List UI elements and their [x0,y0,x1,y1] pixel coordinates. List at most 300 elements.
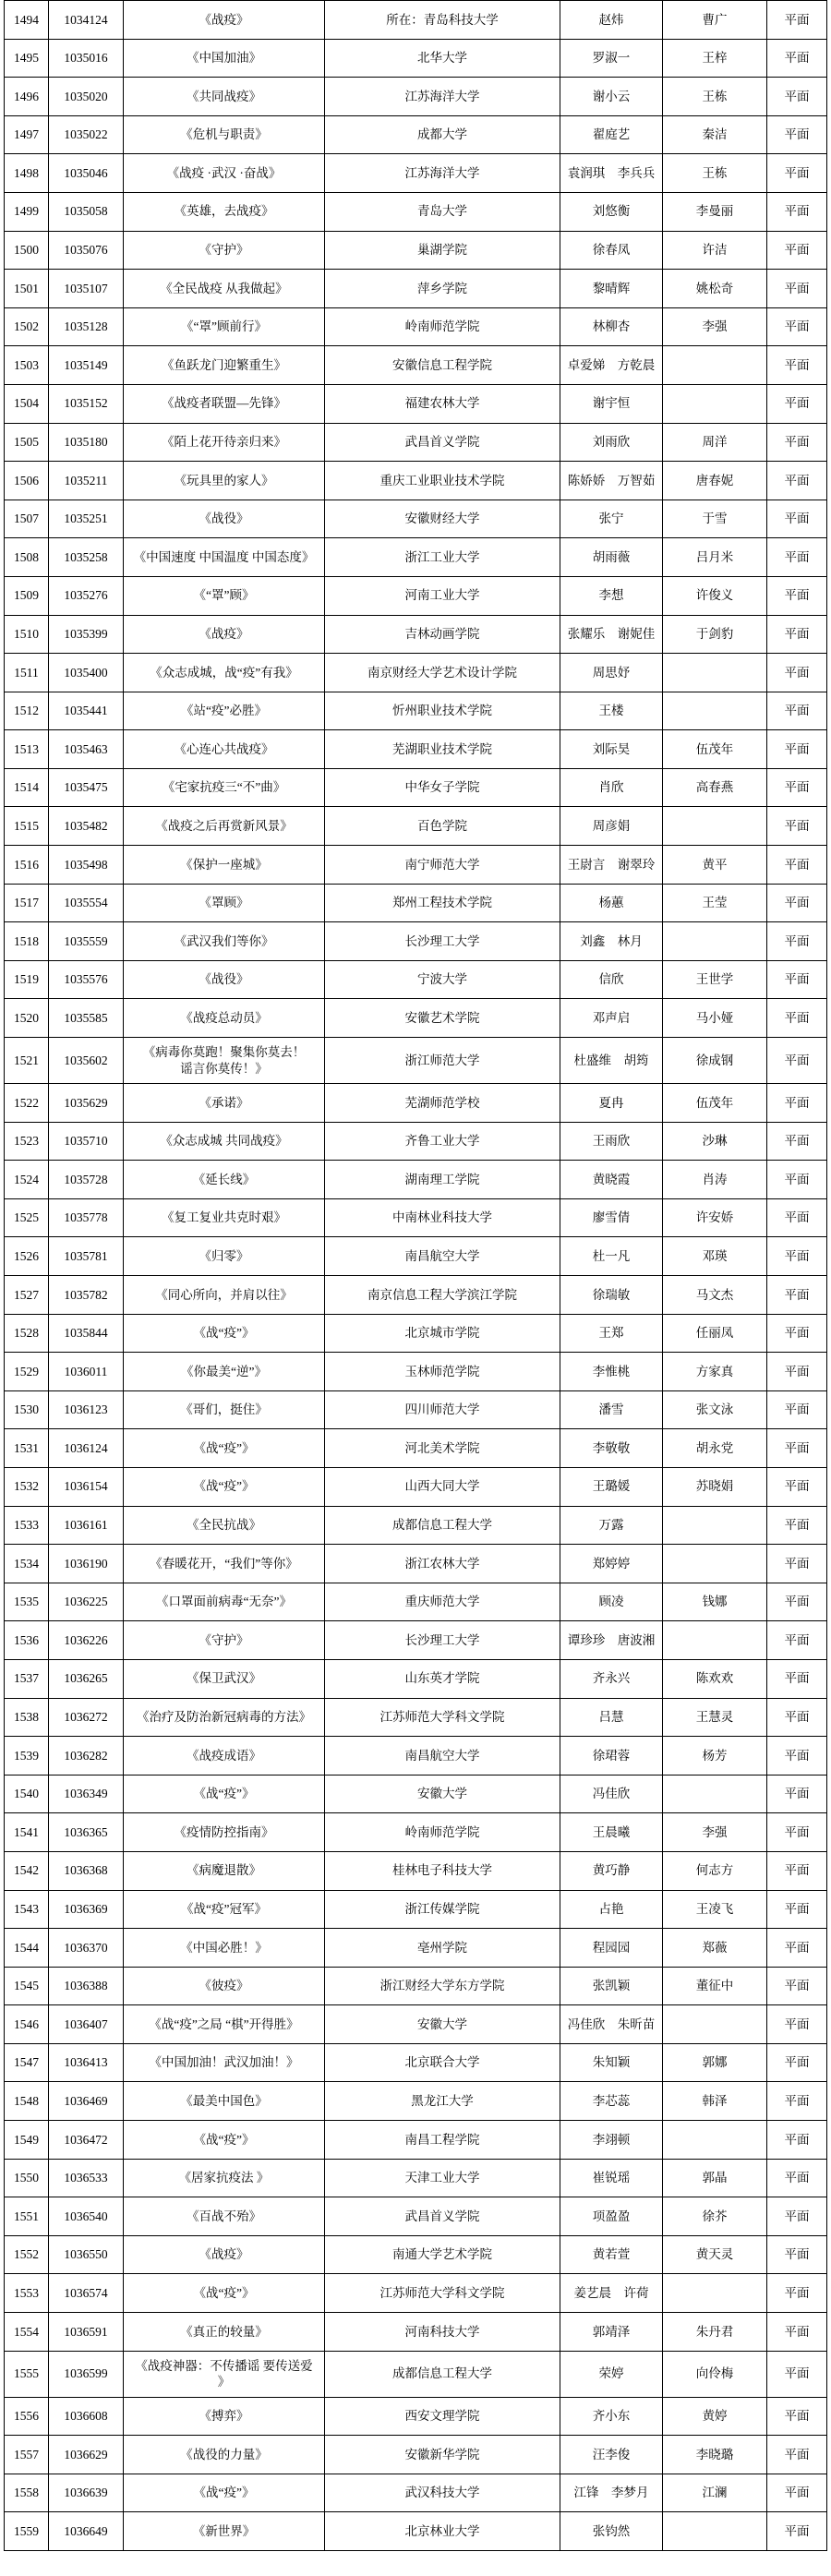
advisor-cell [663,654,767,692]
work-title-cell: 《战“疫”》 [124,1429,325,1467]
table-row [4,2044,827,2083]
table-row [4,1161,827,1199]
advisor-cell: 肖涛 [663,1161,767,1198]
work-code-cell: 1036011 [49,1353,124,1390]
advisor-cell: 李强 [663,308,767,346]
table-row [4,308,827,347]
table-row [4,1468,827,1507]
work-code-cell: 1036608 [49,2398,124,2436]
advisor-cell: 张文泳 [663,1391,767,1429]
school-cell: 北京城市学院 [325,1315,560,1353]
category-cell: 平面 [767,116,827,154]
school-cell: 中南林业科技大学 [325,1199,560,1237]
work-title-cell: 《众志成城 共同战疫》 [124,1123,325,1161]
category-cell: 平面 [767,1468,827,1506]
row-number-cell: 1508 [4,538,49,576]
work-code-cell: 1035022 [49,116,124,154]
advisor-cell: 于剑豹 [663,616,767,654]
table-row [4,1276,827,1315]
school-cell: 江苏师范大学科文学院 [325,2274,560,2312]
category-cell: 平面 [767,1353,827,1390]
work-code-cell: 1035107 [49,270,124,307]
category-cell: 平面 [767,1813,827,1851]
work-code-cell: 1036272 [49,1699,124,1737]
row-number-cell: 1506 [4,462,49,500]
category-cell: 平面 [767,2274,827,2312]
school-cell: 江苏海洋大学 [325,154,560,192]
category-cell: 平面 [767,538,827,576]
school-cell: 忻州职业技术学院 [325,692,560,730]
advisor-cell [663,346,767,384]
table-row [4,270,827,308]
school-cell: 河南科技大学 [325,2313,560,2351]
author-cell: 李芯蕊 [560,2082,663,2120]
category-cell: 平面 [767,1699,827,1737]
school-cell: 成都信息工程大学 [325,1507,560,1545]
author-cell: 程园园 [560,1929,663,1967]
school-cell: 中华女子学院 [325,769,560,807]
row-number-cell: 1556 [4,2398,49,2436]
work-code-cell: 1035576 [49,961,124,999]
author-cell: 夏冉 [560,1084,663,1122]
table-row [4,1813,827,1852]
school-cell: 安徽大学 [325,2005,560,2043]
category-cell: 平面 [767,2044,827,2082]
table-row [4,385,827,424]
school-cell: 宁波大学 [325,961,560,999]
school-cell: 武昌首义学院 [325,424,560,462]
school-cell: 浙江工业大学 [325,538,560,576]
row-number-cell: 1529 [4,1353,49,1390]
category-cell: 平面 [767,2236,827,2274]
row-number-cell: 1539 [4,1737,49,1775]
author-cell: 肖欣 [560,769,663,807]
category-cell: 平面 [767,1852,827,1890]
advisor-cell [663,2274,767,2312]
row-number-cell: 1500 [4,232,49,270]
row-number-cell: 1504 [4,385,49,423]
work-code-cell: 1035728 [49,1161,124,1198]
table-row [4,1699,827,1738]
work-title-cell: 《战役》 [124,500,325,538]
advisor-cell: 韩泽 [663,2082,767,2120]
work-code-cell: 1036599 [49,2352,124,2397]
advisor-cell: 曹广 [663,1,767,39]
category-cell: 平面 [767,154,827,192]
row-number-cell: 1512 [4,692,49,730]
school-cell: 长沙理工大学 [325,922,560,960]
author-cell: 崔锐瑶 [560,2160,663,2197]
work-code-cell: 1035020 [49,78,124,115]
work-code-cell: 1035149 [49,346,124,384]
work-code-cell: 1036469 [49,2082,124,2120]
table-row [4,2236,827,2275]
row-number-cell: 1510 [4,616,49,654]
author-cell: 刘际昊 [560,730,663,768]
school-cell: 浙江农林大学 [325,1545,560,1583]
work-code-cell: 1036365 [49,1813,124,1851]
advisor-cell: 许俊义 [663,577,767,615]
table-row [4,1123,827,1162]
work-title-cell: 《病魔退散》 [124,1852,325,1890]
row-number-cell: 1547 [4,2044,49,2082]
table-row [4,424,827,463]
work-title-cell: 《战“疫”冠军》 [124,1891,325,1929]
table-row [4,1429,827,1468]
school-cell: 亳州学院 [325,1929,560,1967]
advisor-cell: 方家真 [663,1353,767,1390]
category-cell: 平面 [767,2197,827,2235]
table-row [4,1545,827,1583]
table-row [4,692,827,731]
category-cell: 平面 [767,2436,827,2474]
table-row [4,1507,827,1546]
author-cell: 张钧然 [560,2512,663,2550]
school-cell: 黑龙江大学 [325,2082,560,2120]
work-code-cell: 1036225 [49,1583,124,1621]
work-title-cell: 《归零》 [124,1237,325,1275]
work-code-cell: 1035778 [49,1199,124,1237]
school-cell: 湖南理工学院 [325,1161,560,1198]
row-number-cell: 1507 [4,500,49,538]
row-number-cell: 1532 [4,1468,49,1506]
category-cell: 平面 [767,40,827,78]
category-cell: 平面 [767,1237,827,1275]
category-cell: 平面 [767,1545,827,1583]
school-cell: 福建农林大学 [325,385,560,423]
author-cell: 刘雨欣 [560,424,663,462]
advisor-cell: 王慧灵 [663,1699,767,1737]
school-cell: 江苏师范大学科文学院 [325,1699,560,1737]
work-title-cell: 《共同战疫》 [124,78,325,115]
work-title-cell: 《战“疫”》 [124,1315,325,1353]
work-title-cell: 《战疫》 [124,616,325,654]
category-cell: 平面 [767,78,827,115]
author-cell: 黄晓霞 [560,1161,663,1198]
advisor-cell: 徐成钢 [663,1038,767,1083]
school-cell: 安徽财经大学 [325,500,560,538]
row-number-cell: 1528 [4,1315,49,1353]
work-title-cell: 《守护》 [124,232,325,270]
work-title-cell: 《鱼跃龙门迎繁重生》 [124,346,325,384]
table-row [4,1968,827,2006]
advisor-cell [663,1545,767,1583]
category-cell: 平面 [767,2082,827,2120]
school-cell: 成都信息工程大学 [325,2352,560,2397]
author-cell: 信欣 [560,961,663,999]
author-cell: 汪李俊 [560,2436,663,2474]
author-cell: 杜盛维 胡筠 [560,1038,663,1083]
work-title-cell: 《战役》 [124,961,325,999]
work-title-cell: 《玩具里的家人》 [124,462,325,500]
table-row [4,1583,827,1622]
advisor-cell: 唐春妮 [663,462,767,500]
row-number-cell: 1552 [4,2236,49,2274]
school-cell: 南宁师范大学 [325,846,560,884]
table-row [4,654,827,692]
author-cell: 徐瑞敏 [560,1276,663,1314]
work-code-cell: 1035629 [49,1084,124,1122]
work-title-cell: 《疫情防控指南》 [124,1813,325,1851]
work-code-cell: 1035180 [49,424,124,462]
author-cell: 罗淑一 [560,40,663,78]
row-number-cell: 1497 [4,116,49,154]
author-cell: 姜艺晨 许荷 [560,2274,663,2312]
author-cell: 周彦娟 [560,807,663,845]
category-cell: 平面 [767,1929,827,1967]
row-number-cell: 1498 [4,154,49,192]
work-title-cell: 《搏弈》 [124,2398,325,2436]
work-title-cell: 《战“疫”》 [124,2274,325,2312]
work-title-cell: 《彼疫》 [124,1968,325,2005]
work-code-cell: 1036388 [49,1968,124,2005]
row-number-cell: 1502 [4,308,49,346]
category-cell: 平面 [767,2005,827,2043]
advisor-cell: 陈欢欢 [663,1660,767,1698]
work-code-cell: 1035475 [49,769,124,807]
author-cell: 张凯颖 [560,1968,663,2005]
work-code-cell: 1036407 [49,2005,124,2043]
category-cell: 平面 [767,654,827,692]
school-cell: 安徽大学 [325,1776,560,1813]
work-title-cell: 《心连心共战疫》 [124,730,325,768]
school-cell: 岭南师范学院 [325,308,560,346]
row-number-cell: 1535 [4,1583,49,1621]
school-cell: 安徽新华学院 [325,2436,560,2474]
school-cell: 山西大同大学 [325,1468,560,1506]
row-number-cell: 1557 [4,2436,49,2474]
school-cell: 江苏海洋大学 [325,78,560,115]
advisor-cell: 马小娅 [663,999,767,1037]
advisor-cell: 何志方 [663,1852,767,1890]
school-cell: 芜湖师范学校 [325,1084,560,1122]
school-cell: 浙江传媒学院 [325,1891,560,1929]
advisor-cell: 李强 [663,1813,767,1851]
table-row [4,922,827,961]
table-row [4,538,827,577]
advisor-cell: 邓瑛 [663,1237,767,1275]
row-number-cell: 1509 [4,577,49,615]
row-number-cell: 1551 [4,2197,49,2235]
row-number-cell: 1546 [4,2005,49,2043]
row-number-cell: 1534 [4,1545,49,1583]
advisor-cell: 许安娇 [663,1199,767,1237]
author-cell: 王晨曦 [560,1813,663,1851]
work-title-cell: 《战疫神器：不传播谣 要传送爱 》 [124,2352,325,2397]
work-title-cell: 《众志成城，战“疫”有我》 [124,654,325,692]
category-cell: 平面 [767,1891,827,1929]
author-cell: 胡雨薇 [560,538,663,576]
work-code-cell: 1034124 [49,1,124,39]
work-title-cell: 《英雄，去战疫》 [124,193,325,231]
work-code-cell: 1035399 [49,616,124,654]
school-cell: 武昌首义学院 [325,2197,560,2235]
author-cell: 李翊顿 [560,2121,663,2159]
advisor-cell: 胡永党 [663,1429,767,1467]
advisor-cell: 杨芳 [663,1737,767,1775]
school-cell: 南通大学艺术学院 [325,2236,560,2274]
category-cell: 平面 [767,885,827,922]
school-cell: 浙江师范大学 [325,1038,560,1083]
author-cell: 刘鑫 林月 [560,922,663,960]
author-cell: 齐小东 [560,2398,663,2436]
table-row [4,2274,827,2313]
work-title-cell: 《站“疫”必胜》 [124,692,325,730]
category-cell: 平面 [767,1429,827,1467]
row-number-cell: 1545 [4,1968,49,2005]
table-row [4,40,827,78]
advisor-cell: 王世学 [663,961,767,999]
table-row [4,1199,827,1238]
work-code-cell: 1036472 [49,2121,124,2159]
row-number-cell: 1558 [4,2474,49,2512]
work-title-cell: 《战疫》 [124,2236,325,2274]
work-title-cell: 《同心所向，并肩以往》 [124,1276,325,1314]
row-number-cell: 1515 [4,807,49,845]
work-title-cell: 《战“疫”》 [124,1468,325,1506]
school-cell: 河南工业大学 [325,577,560,615]
school-cell: 重庆师范大学 [325,1583,560,1621]
table-row [4,1929,827,1968]
work-title-cell: 《中国必胜！》 [124,1929,325,1967]
row-number-cell: 1526 [4,1237,49,1275]
row-number-cell: 1513 [4,730,49,768]
work-title-cell: 《真正的较量》 [124,2313,325,2351]
author-cell: 张宁 [560,500,663,538]
school-cell: 安徽信息工程学院 [325,346,560,384]
category-cell: 平面 [767,846,827,884]
work-code-cell: 1035128 [49,308,124,346]
row-number-cell: 1496 [4,78,49,115]
school-cell: 玉林师范学院 [325,1353,560,1390]
work-title-cell: 《全民抗战》 [124,1507,325,1545]
category-cell: 平面 [767,1583,827,1621]
work-code-cell: 1035441 [49,692,124,730]
work-code-cell: 1035211 [49,462,124,500]
category-cell: 平面 [767,1,827,39]
advisor-cell: 朱丹君 [663,2313,767,2351]
author-cell: 谭珍珍 唐波湘 [560,1621,663,1659]
category-cell: 平面 [767,1199,827,1237]
table-row [4,1776,827,1814]
work-title-cell: 《中国加油》 [124,40,325,78]
work-title-cell: 《战疫者联盟—先锋》 [124,385,325,423]
school-cell: 吉林动画学院 [325,616,560,654]
work-code-cell: 1036190 [49,1545,124,1583]
school-cell: 西安文理学院 [325,2398,560,2436]
work-title-cell: 《战“疫”》 [124,2121,325,2159]
school-cell: 桂林电子科技大学 [325,1852,560,1890]
row-number-cell: 1522 [4,1084,49,1122]
author-cell: 徐珺蓉 [560,1737,663,1775]
category-cell: 平面 [767,769,827,807]
work-title-cell: 《治疗及防治新冠病毒的方法》 [124,1699,325,1737]
category-cell: 平面 [767,2398,827,2436]
work-code-cell: 1036649 [49,2512,124,2550]
author-cell: 王璐媛 [560,1468,663,1506]
award-list-table-body [4,1,827,2551]
table-row [4,346,827,385]
advisor-cell: 伍茂年 [663,1084,767,1122]
advisor-cell: 王栋 [663,78,767,115]
category-cell: 平面 [767,2512,827,2550]
row-number-cell: 1519 [4,961,49,999]
advisor-cell: 郑薇 [663,1929,767,1967]
author-cell: 翟庭艺 [560,116,663,154]
advisor-cell: 姚松奇 [663,270,767,307]
row-number-cell: 1544 [4,1929,49,1967]
work-title-cell: 《战“疫”之局 “棋”开得胜》 [124,2005,325,2043]
table-row [4,232,827,271]
category-cell: 平面 [767,616,827,654]
work-title-cell: 《春暖花开，“我们”等你》 [124,1545,325,1583]
advisor-cell: 王梓 [663,40,767,78]
advisor-cell [663,807,767,845]
advisor-cell: 黄婷 [663,2398,767,2436]
table-row [4,769,827,808]
advisor-cell: 吕月米 [663,538,767,576]
school-cell: 浙江财经大学东方学院 [325,1968,560,2005]
advisor-cell [663,1776,767,1813]
category-cell: 平面 [767,1391,827,1429]
table-row [4,616,827,655]
category-cell: 平面 [767,1621,827,1659]
category-cell: 平面 [767,1968,827,2005]
work-title-cell: 《口罩面前病毒“无奈”》 [124,1583,325,1621]
advisor-cell [663,385,767,423]
work-title-cell: 《危机与职责》 [124,116,325,154]
work-code-cell: 1035782 [49,1276,124,1314]
work-code-cell: 1036154 [49,1468,124,1506]
row-number-cell: 1521 [4,1038,49,1083]
category-cell: 平面 [767,999,827,1037]
work-code-cell: 1036226 [49,1621,124,1659]
advisor-cell: 周洋 [663,424,767,462]
work-title-cell: 《武汉我们等你》 [124,922,325,960]
table-row [4,2436,827,2474]
author-cell: 吕慧 [560,1699,663,1737]
work-title-cell: 《承诺》 [124,1084,325,1122]
work-title-cell: 《“罩”顾前行》 [124,308,325,346]
table-row [4,500,827,539]
work-title-cell: 《罩顾》 [124,885,325,922]
table-row [4,730,827,769]
work-title-cell: 《百战不殆》 [124,2197,325,2235]
work-title-cell: 《哥们，挺住》 [124,1391,325,1429]
author-cell: 冯佳欣 [560,1776,663,1813]
category-cell: 平面 [767,730,827,768]
award-list-table [4,0,827,2551]
work-title-cell: 《战疫》 [124,1,325,39]
school-cell: 天津工业大学 [325,2160,560,2197]
work-code-cell: 1036591 [49,2313,124,2351]
table-row [4,2197,827,2236]
school-cell: 芜湖职业技术学院 [325,730,560,768]
author-cell: 廖雪倩 [560,1199,663,1237]
author-cell: 王尉言 谢翠玲 [560,846,663,884]
advisor-cell [663,1507,767,1545]
row-number-cell: 1554 [4,2313,49,2351]
table-row [4,1737,827,1776]
category-cell: 平面 [767,2313,827,2351]
advisor-cell: 王莹 [663,885,767,922]
advisor-cell [663,2512,767,2550]
author-cell: 王雨欣 [560,1123,663,1161]
advisor-cell: 向伶梅 [663,2352,767,2397]
row-number-cell: 1517 [4,885,49,922]
work-title-cell: 《保卫武汉》 [124,1660,325,1698]
work-code-cell: 1036282 [49,1737,124,1775]
